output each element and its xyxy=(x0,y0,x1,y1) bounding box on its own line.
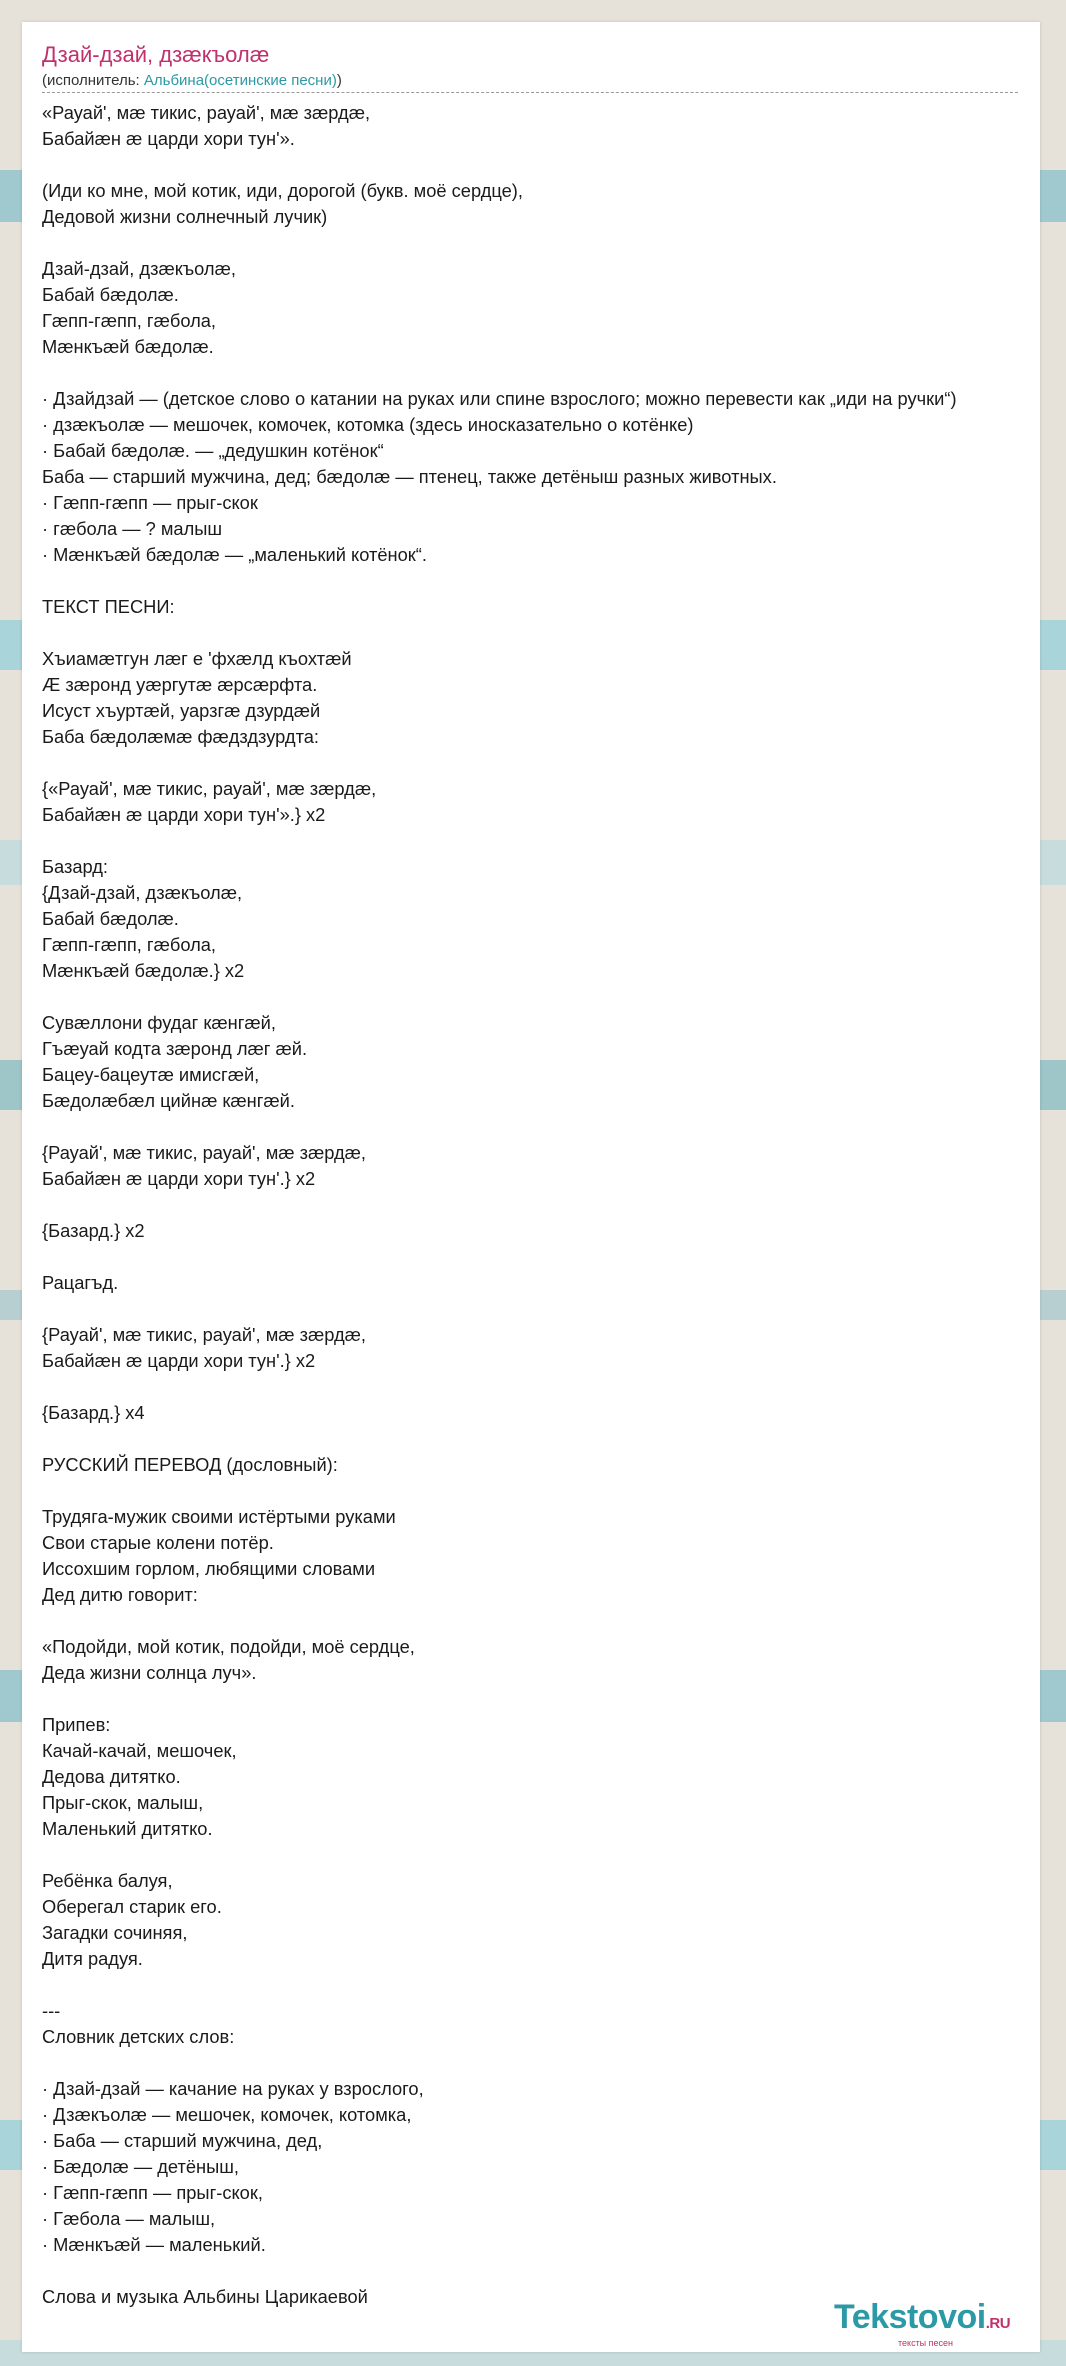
lyric-blank xyxy=(42,568,1040,594)
lyric-line: Иссохшим горлом, любящими словами xyxy=(42,1558,376,1579)
lyric-blank xyxy=(42,750,1040,776)
lyric-line: Дедова дитятко. xyxy=(42,1766,181,1787)
lyric-line: Оберегал старик его. xyxy=(42,1896,222,1917)
lyrics-text xyxy=(42,100,1040,2310)
lyric-blank xyxy=(42,230,1040,256)
lyric-line: «Рауай', мæ тикис, рауай', мæ зæрдæ, xyxy=(42,102,371,123)
lyric-line: {Базард.} x4 xyxy=(42,1402,145,1423)
lyric-blank xyxy=(42,360,1040,386)
lyric-blank xyxy=(42,828,1040,854)
lyric-line: РУССКИЙ ПЕРЕВОД (дословный): xyxy=(42,1454,338,1475)
lyric-line: Словник детских слов: xyxy=(42,2026,235,2047)
lyric-line: Базард: xyxy=(42,856,109,877)
lyric-line: Бацеу-бацеутæ имисгæй, xyxy=(42,1064,260,1085)
lyric-blank xyxy=(42,1478,1040,1504)
lyric-line: {Рауай', мæ тикис, рауай', мæ зæрдæ, xyxy=(42,1142,366,1163)
lyric-line: · Гæбола — малыш, xyxy=(42,2208,216,2229)
lyric-line: Гæпп-гæпп, гæбола, xyxy=(42,934,216,955)
lyric-blank xyxy=(42,1192,1040,1218)
lyric-line: {Рауай', мæ тикис, рауай', мæ зæрдæ, xyxy=(42,1324,366,1345)
lyric-blank xyxy=(42,1114,1040,1140)
lyrics-card xyxy=(22,22,1040,2352)
lyric-line: Прыг-скок, малыш, xyxy=(42,1792,204,1813)
title-separator xyxy=(42,92,1018,93)
lyric-line: Загадки сочиняя, xyxy=(42,1922,188,1943)
lyric-line: Дед дитю говорит: xyxy=(42,1584,198,1605)
lyric-line: · Мæнкъæй — маленький. xyxy=(42,2234,266,2255)
lyric-blank xyxy=(42,152,1040,178)
lyric-line: Рацагъд. xyxy=(42,1272,119,1293)
lyric-line: Бабайæн æ царди хори тун'.} x2 xyxy=(42,1350,316,1371)
lyric-line: · Гæпп-гæпп — прыг-скок xyxy=(42,492,258,513)
lyric-line: · Бабай бæдолæ. — „дедушкин котёнок“ xyxy=(42,440,384,461)
lyric-line: Сувæллони фудаг кæнгæй, xyxy=(42,1012,276,1033)
lyric-line: (Иди ко мне, мой котик, иди, дорогой (букв. моё сердце), xyxy=(42,180,523,201)
lyric-blank xyxy=(42,1608,1040,1634)
performer-suffix: ) xyxy=(336,72,342,89)
performer-line xyxy=(42,72,342,89)
lyric-line: {Дзай-дзай, дзæкъолæ, xyxy=(42,882,243,903)
lyric-line: Ребёнка балуя, xyxy=(42,1870,173,1891)
lyric-line: {«Рауай', мæ тикис, рауай', мæ зæрдæ, xyxy=(42,778,377,799)
lyric-line: Æ зæронд уæргутæ æрсæрфта. xyxy=(42,674,318,695)
lyric-line: Гъæуай кодта зæронд лæг æй. xyxy=(42,1038,308,1059)
lyric-line: Дитя радуя. xyxy=(42,1948,143,1969)
lyric-blank xyxy=(42,620,1040,646)
lyric-line: Хъиамæтгун лæг е 'фхæлд къохтæй xyxy=(42,648,352,669)
lyric-line: --- xyxy=(42,2000,61,2021)
lyric-line: Мæнкъæй бæдолæ. xyxy=(42,336,214,357)
lyric-line: Бабай бæдолæ. xyxy=(42,908,179,929)
lyric-blank xyxy=(42,1244,1040,1270)
song-title: Дзай-дзай, дзæкъолæ xyxy=(42,42,270,67)
lyric-line: Гæпп-гæпп, гæбола, xyxy=(42,310,216,331)
performer-prefix: (исполнитель: xyxy=(42,72,144,89)
lyric-blank xyxy=(42,1374,1040,1400)
lyric-line: · Дзай-дзай — качание на руках у взрослого, xyxy=(42,2078,424,2099)
lyric-line: · гæбола — ? малыш xyxy=(42,518,223,539)
lyric-blank xyxy=(42,1842,1040,1868)
lyric-blank xyxy=(42,1972,1040,1998)
lyric-line: Дзай-дзай, дзæкъолæ, xyxy=(42,258,236,279)
lyric-line: Трудяга-мужик своими истёртыми руками xyxy=(42,1506,396,1527)
lyric-line: Свои старые колени потёр. xyxy=(42,1532,274,1553)
lyric-line: Качай-качай, мешочек, xyxy=(42,1740,237,1761)
lyric-line: Мæнкъæй бæдолæ.} x2 xyxy=(42,960,245,981)
performer-link[interactable]: Альбина(осетинские песни) xyxy=(143,72,337,89)
logo-tagline: тексты песен xyxy=(898,2338,954,2348)
lyric-line: · Баба — старший мужчина, дед, xyxy=(42,2130,323,2151)
lyric-line: Бæдолæбæл цийнæ кæнгæй. xyxy=(42,1090,295,1111)
lyric-line: Дедовой жизни солнечный лучик) xyxy=(42,206,328,227)
lyric-line: «Подойди, мой котик, подойди, моё сердце, xyxy=(42,1636,415,1657)
lyric-blank xyxy=(42,2258,1040,2284)
site-logo[interactable] xyxy=(834,2298,1010,2337)
lyric-line: Бабайæн æ царди хори тун'». xyxy=(42,128,295,149)
lyric-blank xyxy=(42,2050,1040,2076)
lyric-line: Бабайæн æ царди хори тун'».} x2 xyxy=(42,804,326,825)
lyric-line: Маленький дитятко. xyxy=(42,1818,213,1839)
lyric-line: Баба — старший мужчина, дед; бæдолæ — птенец, также детёныш разных животных. xyxy=(42,466,777,487)
lyric-line: · дзæкъолæ — мешочек, комочек, котомка (здесь иносказательно о котёнке) xyxy=(42,414,694,435)
logo-ru: .RU xyxy=(985,2315,1011,2332)
lyric-blank xyxy=(42,984,1040,1010)
lyric-blank xyxy=(42,1296,1040,1322)
lyric-line: ТЕКСТ ПЕСНИ: xyxy=(42,596,175,617)
logo-text: Tekstovoi xyxy=(834,2298,986,2336)
lyric-line: Баба бæдолæмæ фæдздзурдта: xyxy=(42,726,319,747)
lyric-line: · Мæнкъæй бæдолæ — „маленький котёнок“. xyxy=(42,544,427,565)
lyric-line: Бабай бæдолæ. xyxy=(42,284,179,305)
lyric-line: Бабайæн æ царди хори тун'.} x2 xyxy=(42,1168,316,1189)
lyric-blank xyxy=(42,1426,1040,1452)
lyric-line: · Бæдолæ — детёныш, xyxy=(42,2156,239,2177)
lyric-line: Слова и музыка Альбины Царикаевой xyxy=(42,2286,368,2307)
lyric-line: · Дзайдзай — (детское слово о катании на руках или спине взрослого; можно перевести как „иди на ручки“) xyxy=(42,388,957,409)
lyric-line: Деда жизни солнца луч». xyxy=(42,1662,257,1683)
lyric-line: {Базард.} x2 xyxy=(42,1220,145,1241)
lyric-blank xyxy=(42,1686,1040,1712)
lyric-line: Исуст хъуртæй, уарзгæ дзурдæй xyxy=(42,700,321,721)
lyric-line: · Дзæкъолæ — мешочек, комочек, котомка, xyxy=(42,2104,412,2125)
lyric-line: Припев: xyxy=(42,1714,111,1735)
lyric-line: · Гæпп-гæпп — прыг-скок, xyxy=(42,2182,263,2203)
